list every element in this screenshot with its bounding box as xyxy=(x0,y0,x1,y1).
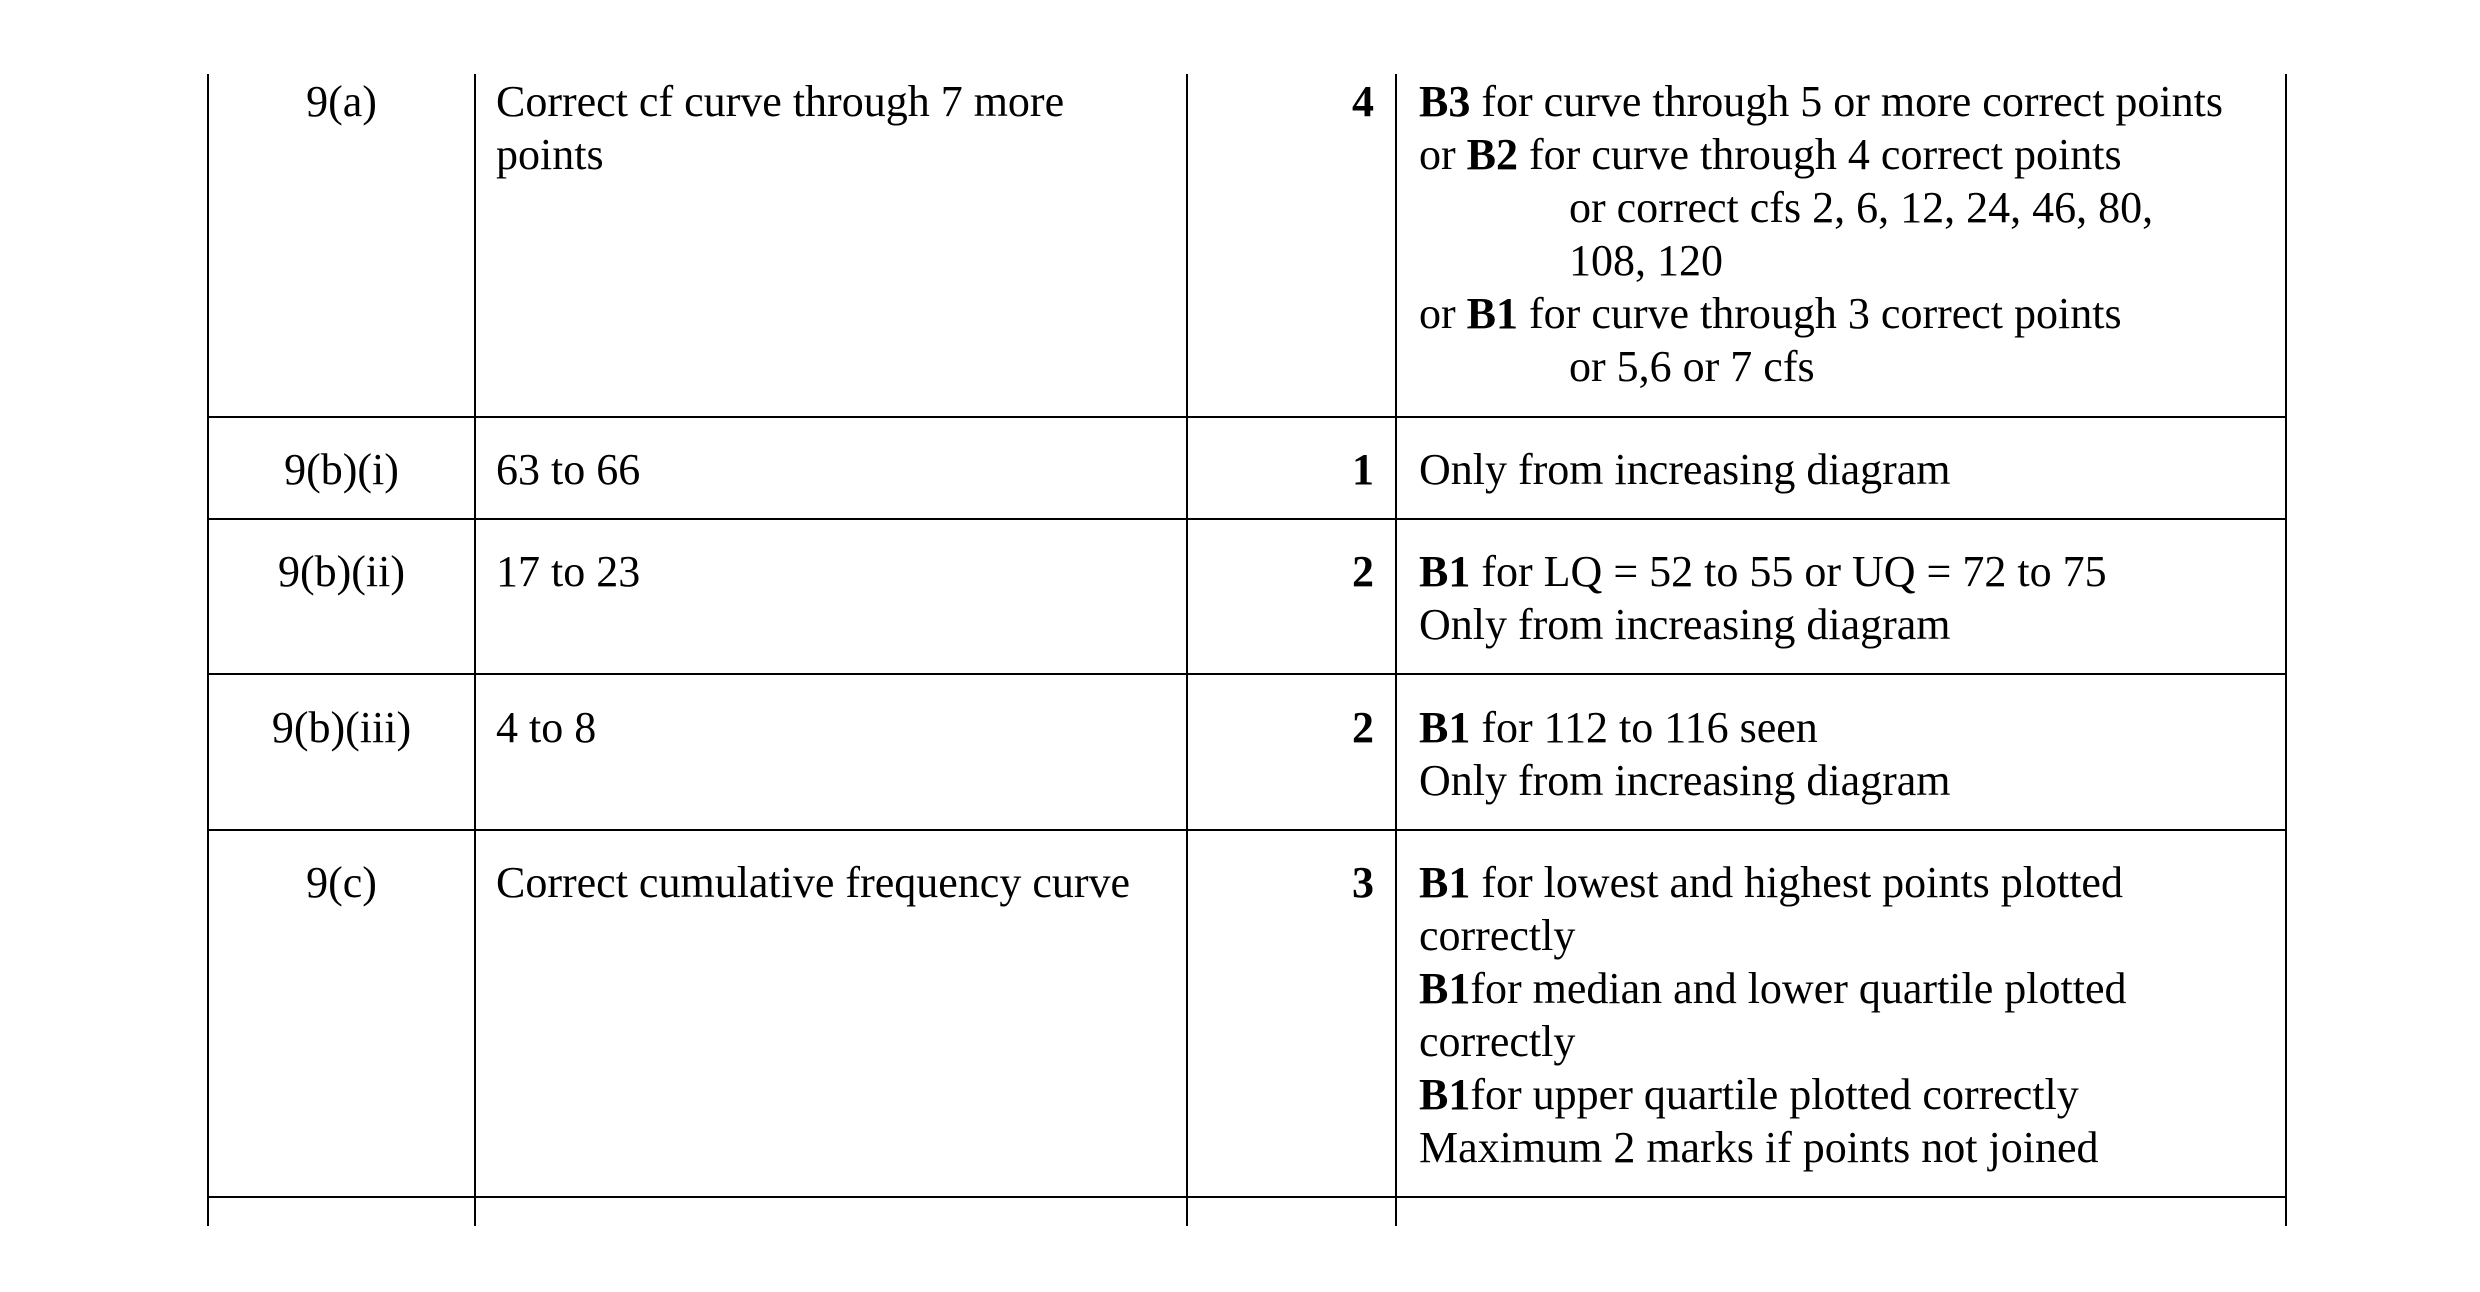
guidance-text: or 5,6 or 7 cfs xyxy=(1569,342,1815,391)
mark-code: B1 xyxy=(1419,858,1471,907)
mark-code: B1 xyxy=(1419,547,1471,596)
guidance-line xyxy=(1419,340,2285,393)
answer-line: Correct cf curve through 7 more xyxy=(496,77,1065,126)
answer-line: 4 to 8 xyxy=(496,703,597,752)
answer-line: points xyxy=(496,130,604,179)
guidance-cell xyxy=(1419,443,2285,496)
row-border xyxy=(207,518,2286,520)
guidance-line xyxy=(1419,701,2285,754)
guidance-text: Only from increasing diagram xyxy=(1419,600,1951,649)
mark-code: B1 xyxy=(1419,964,1471,1013)
guidance-line xyxy=(1419,856,2285,909)
row-border xyxy=(207,673,2286,675)
answer-cell xyxy=(496,75,1186,181)
mark-value: 1 xyxy=(1352,445,1374,494)
mark-code: B3 xyxy=(1419,77,1471,126)
guidance-line xyxy=(1419,1015,2285,1068)
mark-value: 2 xyxy=(1352,547,1374,596)
guidance-text: Only from increasing diagram xyxy=(1419,445,1951,494)
guidance-prefix: or xyxy=(1419,130,1467,179)
guidance-line xyxy=(1419,128,2285,181)
answer-line: 17 to 23 xyxy=(496,547,641,596)
guidance-text: for curve through 4 correct points xyxy=(1518,130,2122,179)
guidance-line xyxy=(1419,443,2285,496)
guidance-line xyxy=(1419,909,2285,962)
row-border xyxy=(207,829,2286,831)
guidance-line xyxy=(1419,545,2285,598)
mark-code: B2 xyxy=(1466,130,1519,179)
column-border xyxy=(207,74,209,1226)
guidance-text: Maximum 2 marks if points not joined xyxy=(1419,1123,2099,1172)
guidance-text: for median and lower quartile plotted xyxy=(1470,964,2127,1013)
question-number: 9(c) xyxy=(306,858,377,907)
mark-value: 2 xyxy=(1352,703,1374,752)
guidance-line xyxy=(1419,75,2285,128)
guidance-line xyxy=(1419,754,2285,807)
mark-code: B1 xyxy=(1419,703,1471,752)
guidance-text: 108, 120 xyxy=(1569,236,1723,285)
row-border xyxy=(207,416,2286,418)
question-number: 9(b)(ii) xyxy=(277,547,406,596)
guidance-text: for curve through 3 correct points xyxy=(1518,289,2122,338)
guidance-text: or correct cfs 2, 6, 12, 24, 46, 80, xyxy=(1569,183,2154,232)
row-border xyxy=(207,1196,2286,1198)
column-border xyxy=(1395,74,1397,1226)
column-border xyxy=(1186,74,1188,1226)
guidance-line xyxy=(1419,181,2285,234)
guidance-text: correctly xyxy=(1419,911,1576,960)
question-number: 9(b)(iii) xyxy=(271,703,412,752)
mark-code: B1 xyxy=(1419,1070,1471,1119)
guidance-cell xyxy=(1419,75,2285,393)
guidance-text: correctly xyxy=(1419,1017,1576,1066)
answer-cell xyxy=(496,443,1186,496)
question-number: 9(b)(i) xyxy=(284,445,399,494)
answer-line: Correct cumulative frequency curve xyxy=(496,858,1131,907)
guidance-prefix: or xyxy=(1419,289,1467,338)
guidance-line xyxy=(1419,962,2285,1015)
guidance-text: for 112 to 116 seen xyxy=(1470,703,1818,752)
guidance-line xyxy=(1419,1068,2285,1121)
guidance-text: for upper quartile plotted correctly xyxy=(1470,1070,2079,1119)
answer-line: 63 to 66 xyxy=(496,445,641,494)
guidance-text: for LQ = 52 to 55 or UQ = 72 to 75 xyxy=(1470,547,2107,596)
answer-cell xyxy=(496,856,1186,909)
guidance-text: for curve through 5 or more correct points xyxy=(1470,77,2223,126)
answer-cell xyxy=(496,701,1186,754)
guidance-cell xyxy=(1419,856,2285,1174)
column-border xyxy=(474,74,476,1226)
mark-code: B1 xyxy=(1466,289,1519,338)
guidance-cell xyxy=(1419,545,2285,651)
guidance-line xyxy=(1419,287,2285,340)
guidance-cell xyxy=(1419,701,2285,807)
guidance-line xyxy=(1419,598,2285,651)
mark-value: 3 xyxy=(1352,858,1374,907)
answer-cell xyxy=(496,545,1186,598)
question-number: 9(a) xyxy=(306,77,377,126)
column-border xyxy=(2285,74,2287,1226)
mark-value: 4 xyxy=(1352,77,1374,126)
guidance-text: Only from increasing diagram xyxy=(1419,756,1951,805)
guidance-text: for lowest and highest points plotted xyxy=(1470,858,2123,907)
guidance-line xyxy=(1419,1121,2285,1174)
guidance-line xyxy=(1419,234,2285,287)
